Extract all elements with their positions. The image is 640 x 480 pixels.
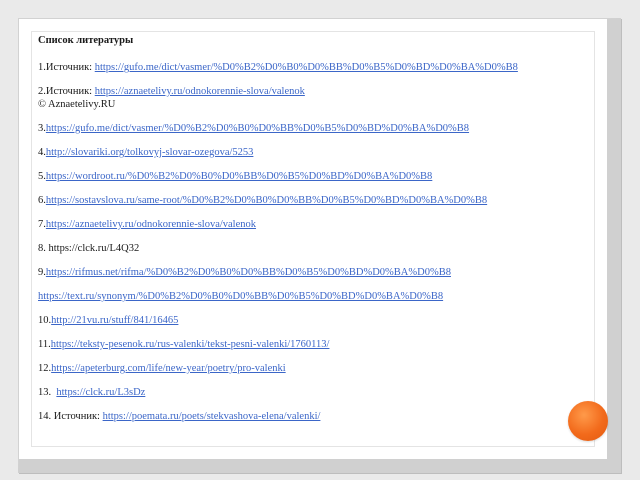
entry-prefix: 10.	[38, 315, 52, 326]
entry-prefix: 1.Источник:	[38, 62, 95, 73]
list-item	[38, 314, 578, 327]
entry-link[interactable]: https://sostavslova.ru/same-root/%D0%B2%D0%B0%D0%BB%D0%B5%D0%BD%D0%BA%D0%B8	[45, 195, 488, 206]
entry-link[interactable]: https://clck.ru/L3sDz	[56, 387, 146, 398]
orange-circle-decoration	[568, 401, 608, 441]
list-item	[38, 266, 578, 279]
list-item	[38, 122, 578, 135]
bibliography	[38, 34, 578, 434]
list-item	[38, 170, 578, 183]
entry-text: 8. https://clck.ru/L4Q32	[38, 243, 140, 254]
entry-prefix: 13.	[38, 387, 57, 398]
copyright-line: © Aznaetelivy.RU	[38, 99, 116, 110]
entry-prefix: 2.Источник:	[38, 86, 95, 97]
entry-link[interactable]: https://poemata.ru/poets/stekvashova-elena/valenki/	[102, 411, 321, 422]
entry-prefix: 12.	[38, 363, 52, 374]
list-item	[38, 85, 578, 98]
list-item	[38, 338, 578, 351]
entry-prefix: 4.	[38, 147, 46, 158]
entry-prefix: 11.	[38, 339, 51, 350]
list-item	[38, 410, 578, 423]
list-item	[38, 386, 578, 399]
entry-link[interactable]: https://gufo.me/dict/vasmer/%D0%B2%D0%B0%D0%BB%D0%B5%D0%BD%D0%BA%D0%B8	[45, 123, 470, 134]
list-item	[38, 362, 578, 375]
list-item	[38, 61, 578, 74]
entry-link[interactable]: http://21vu.ru/stuff/841/16465	[51, 315, 179, 326]
list-item	[38, 218, 578, 231]
entry-prefix: 3.	[38, 123, 46, 134]
entry-link[interactable]: https://gufo.me/dict/vasmer/%D0%B2%D0%B0%D0%BB%D0%B5%D0%BD%D0%BA%D0%B8	[94, 62, 518, 73]
entry-prefix: 7.	[38, 219, 46, 230]
entry-link[interactable]: https://text.ru/synonym/%D0%B2%D0%B0%D0%BB%D0%B5%D0%BD%D0%BA%D0%B8	[38, 291, 444, 302]
list-item	[38, 242, 578, 255]
entry-link[interactable]: https://teksty-pesenok.ru/rus-valenki/tekst-pesni-valenki/1760113/	[50, 339, 330, 350]
entry-prefix: 6.	[38, 195, 46, 206]
entry-link[interactable]: https://aznaetelivy.ru/odnokorennie-slova/valenok	[94, 86, 305, 97]
list-item	[38, 194, 578, 207]
entry-prefix: 9.	[38, 267, 46, 278]
entry-link[interactable]: http://slovariki.org/tolkovyj-slovar-ozegova/5253	[45, 147, 254, 158]
entry-link[interactable]: https://apeterburg.com/life/new-year/poetry/pro-valenki	[51, 363, 286, 374]
entry-prefix: 5.	[38, 171, 46, 182]
entry-link[interactable]: https://wordroot.ru/%D0%B2%D0%B0%D0%BB%D0%B5%D0%BD%D0%BA%D0%B8	[45, 171, 433, 182]
entry-link[interactable]: https://aznaetelivy.ru/odnokorennie-slova/valenok	[45, 219, 257, 230]
entry-link[interactable]: https://rifmus.net/rifma/%D0%B2%D0%B0%D0%BB%D0%B5%D0%BD%D0%BA%D0%B8	[45, 267, 451, 278]
page-title: Список литературы	[38, 35, 134, 46]
list-item	[38, 146, 578, 159]
entry-prefix: 14. Источник:	[38, 411, 103, 422]
list-item	[38, 290, 578, 303]
